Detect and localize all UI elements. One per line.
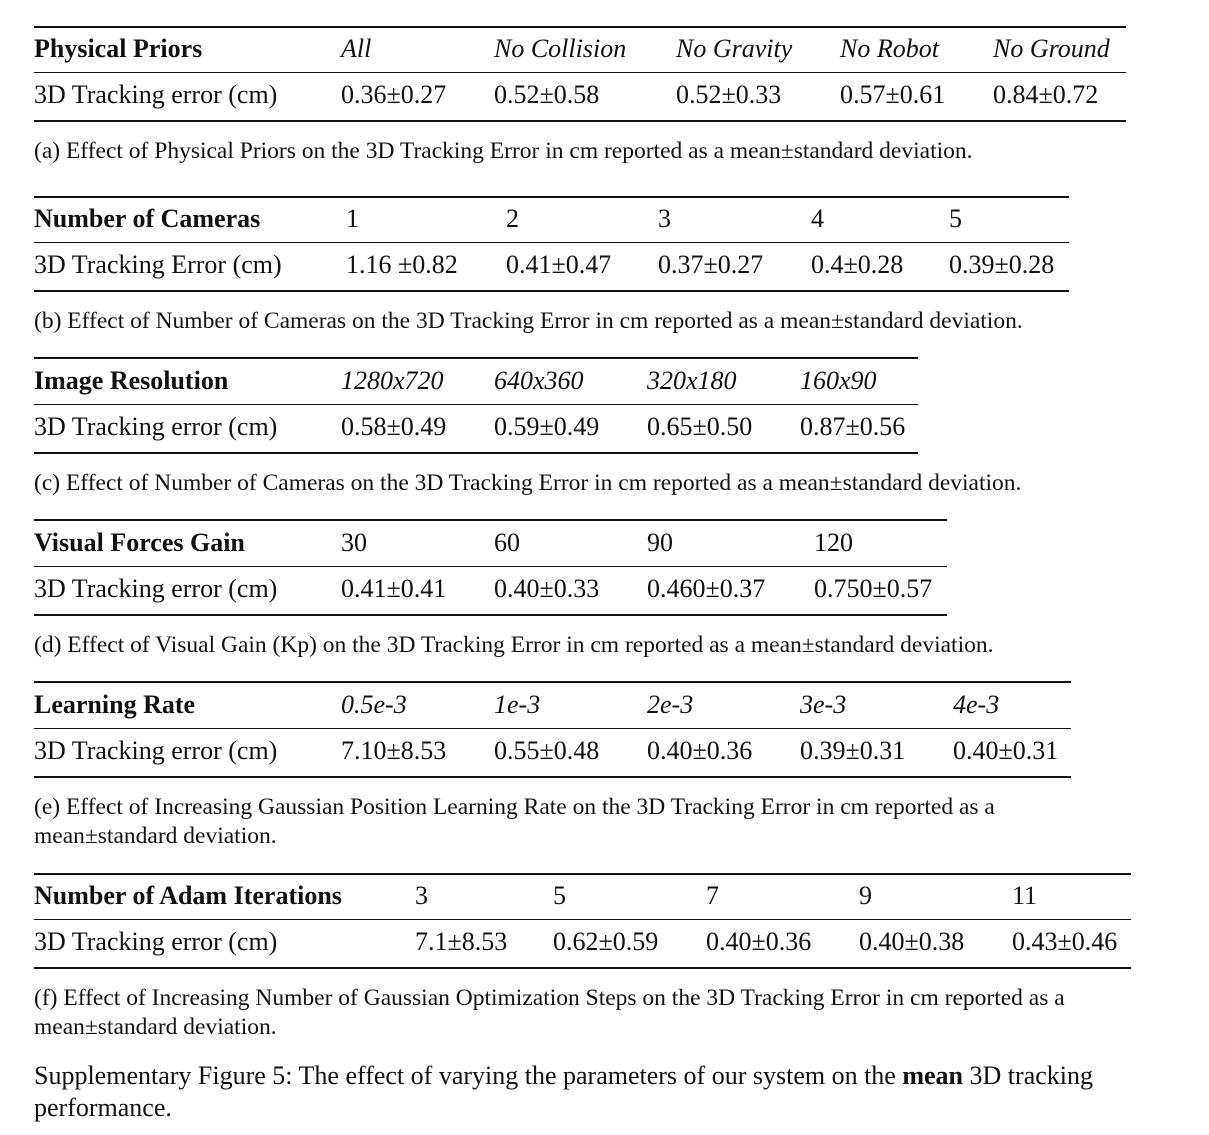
value-cell: 0.87±0.56 [800, 412, 906, 441]
value-cell: 0.59±0.49 [494, 412, 600, 441]
table-caption: (a) Effect of Physical Priors on the 3D Tracking Error in cm reported as a mean±standard deviation. [34, 138, 973, 164]
table-row [34, 925, 1131, 959]
value-cell: 0.41±0.41 [341, 574, 447, 603]
mid-rule [34, 566, 947, 567]
bottom-rule [34, 967, 1131, 969]
header-cell: 7 [706, 881, 719, 910]
table-caption: (b) Effect of Number of Cameras on the 3D Tracking Error in cm reported as a mean±standard deviation. [34, 308, 1023, 334]
mid-rule [34, 919, 1131, 920]
header-cell: 30 [341, 528, 367, 557]
row-label: 3D Tracking error (cm) [34, 80, 278, 109]
value-cell: 0.37±0.27 [658, 250, 764, 279]
figure-caption-prefix: Supplementary Figure 5: The effect of varying the parameters of our system on the [34, 1061, 903, 1090]
table-row [34, 78, 1126, 112]
header-cell: 4e-3 [953, 690, 1000, 719]
table-caption: (f) Effect of Increasing Number of Gaussian Optimization Steps on the 3D Tracking Error in cm reported as a mean±standard deviation. [34, 985, 1065, 1040]
table-visual-forces-gain [34, 519, 947, 615]
table-row [34, 572, 947, 606]
header-cell: 120 [814, 528, 853, 557]
table-header-row [34, 364, 918, 398]
row-label: 3D Tracking error (cm) [34, 574, 278, 603]
table-header-row [34, 202, 1069, 236]
mid-rule [34, 242, 1069, 243]
header-cell: 320x180 [647, 366, 737, 395]
header-cell: No Robot [840, 34, 939, 63]
header-label: Visual Forces Gain [34, 528, 245, 557]
table-header-row [34, 526, 947, 560]
value-cell: 0.460±0.37 [647, 574, 766, 603]
header-label: Image Resolution [34, 366, 229, 395]
bottom-rule [34, 452, 918, 454]
figure-caption-suffix: 3D tracking performance. [34, 1061, 1093, 1122]
value-cell: 0.40±0.36 [647, 736, 753, 765]
header-cell: 9 [859, 881, 872, 910]
value-cell: 0.4±0.28 [811, 250, 904, 279]
mid-rule [34, 72, 1126, 73]
bottom-rule [34, 120, 1126, 122]
header-cell: No Ground [993, 34, 1110, 63]
table-row [34, 248, 1069, 282]
row-label: 3D Tracking error (cm) [34, 736, 278, 765]
value-cell: 0.52±0.33 [676, 80, 782, 109]
table-image-resolution [34, 357, 918, 453]
table-header-row [34, 32, 1126, 66]
header-cell: 4 [811, 204, 824, 233]
table-number-of-cameras [34, 196, 1069, 292]
table-caption: (d) Effect of Visual Gain (Kp) on the 3D Tracking Error in cm reported as a mean±standard deviation. [34, 632, 994, 658]
header-cell: 0.5e-3 [341, 690, 407, 719]
table-row [34, 410, 918, 444]
value-cell: 0.36±0.27 [341, 80, 447, 109]
value-cell: 0.40±0.31 [953, 736, 1059, 765]
value-cell: 0.39±0.31 [800, 736, 906, 765]
row-label: 3D Tracking error (cm) [34, 412, 278, 441]
table-physical-priors [34, 26, 1126, 122]
bottom-rule [34, 614, 947, 616]
header-cell: 90 [647, 528, 673, 557]
header-cell: 5 [553, 881, 566, 910]
mid-rule [34, 728, 1071, 729]
value-cell: 0.41±0.47 [506, 250, 612, 279]
value-cell: 0.39±0.28 [949, 250, 1055, 279]
value-cell: 0.62±0.59 [553, 927, 659, 956]
mid-rule [34, 404, 918, 405]
header-cell: 2e-3 [647, 690, 694, 719]
header-cell: All [341, 34, 372, 63]
header-cell: 11 [1012, 881, 1038, 910]
row-label: 3D Tracking error (cm) [34, 927, 278, 956]
top-rule [34, 681, 1071, 683]
header-label: Learning Rate [34, 690, 196, 719]
figure-caption-bold: mean [902, 1061, 964, 1090]
value-cell: 0.43±0.46 [1012, 927, 1118, 956]
table-header-row [34, 879, 1131, 913]
value-cell: 7.10±8.53 [341, 736, 447, 765]
header-label: Number of Cameras [34, 204, 261, 233]
table-learning-rate [34, 681, 1071, 777]
top-rule [34, 519, 947, 521]
header-cell: 5 [949, 204, 962, 233]
row-label: 3D Tracking Error (cm) [34, 250, 282, 279]
top-rule [34, 357, 918, 359]
table-adam-iterations [34, 873, 1131, 969]
table-header-row [34, 688, 1071, 722]
header-cell: 640x360 [494, 366, 584, 395]
value-cell: 7.1±8.53 [415, 927, 508, 956]
header-cell: 160x90 [800, 366, 877, 395]
header-cell: No Gravity [676, 34, 793, 63]
top-rule [34, 196, 1069, 198]
header-cell: 3 [658, 204, 671, 233]
top-rule [34, 873, 1131, 875]
value-cell: 1.16 ±0.82 [346, 250, 458, 279]
header-cell: 2 [506, 204, 519, 233]
header-cell: 1280x720 [341, 366, 444, 395]
header-cell: 60 [494, 528, 520, 557]
header-label: Number of Adam Iterations [34, 881, 342, 910]
header-cell: 1 [346, 204, 359, 233]
header-label: Physical Priors [34, 34, 203, 63]
value-cell: 0.55±0.48 [494, 736, 600, 765]
header-cell: 3 [415, 881, 428, 910]
header-cell: 1e-3 [494, 690, 541, 719]
bottom-rule [34, 290, 1069, 292]
table-caption: (e) Effect of Increasing Gaussian Position Learning Rate on the 3D Tracking Error in cm reported as a mean±standard deviation. [34, 794, 995, 849]
header-cell: No Collision [494, 34, 627, 63]
table-row [34, 734, 1071, 768]
value-cell: 0.750±0.57 [814, 574, 933, 603]
figure-caption [34, 1060, 1194, 1124]
value-cell: 0.65±0.50 [647, 412, 753, 441]
value-cell: 0.57±0.61 [840, 80, 946, 109]
header-cell: 3e-3 [800, 690, 847, 719]
top-rule [34, 26, 1126, 28]
value-cell: 0.84±0.72 [993, 80, 1099, 109]
value-cell: 0.52±0.58 [494, 80, 600, 109]
value-cell: 0.58±0.49 [341, 412, 447, 441]
value-cell: 0.40±0.33 [494, 574, 600, 603]
value-cell: 0.40±0.36 [706, 927, 812, 956]
value-cell: 0.40±0.38 [859, 927, 965, 956]
bottom-rule [34, 776, 1071, 778]
table-caption: (c) Effect of Number of Cameras on the 3D Tracking Error in cm reported as a mean±standard deviation. [34, 470, 1022, 496]
